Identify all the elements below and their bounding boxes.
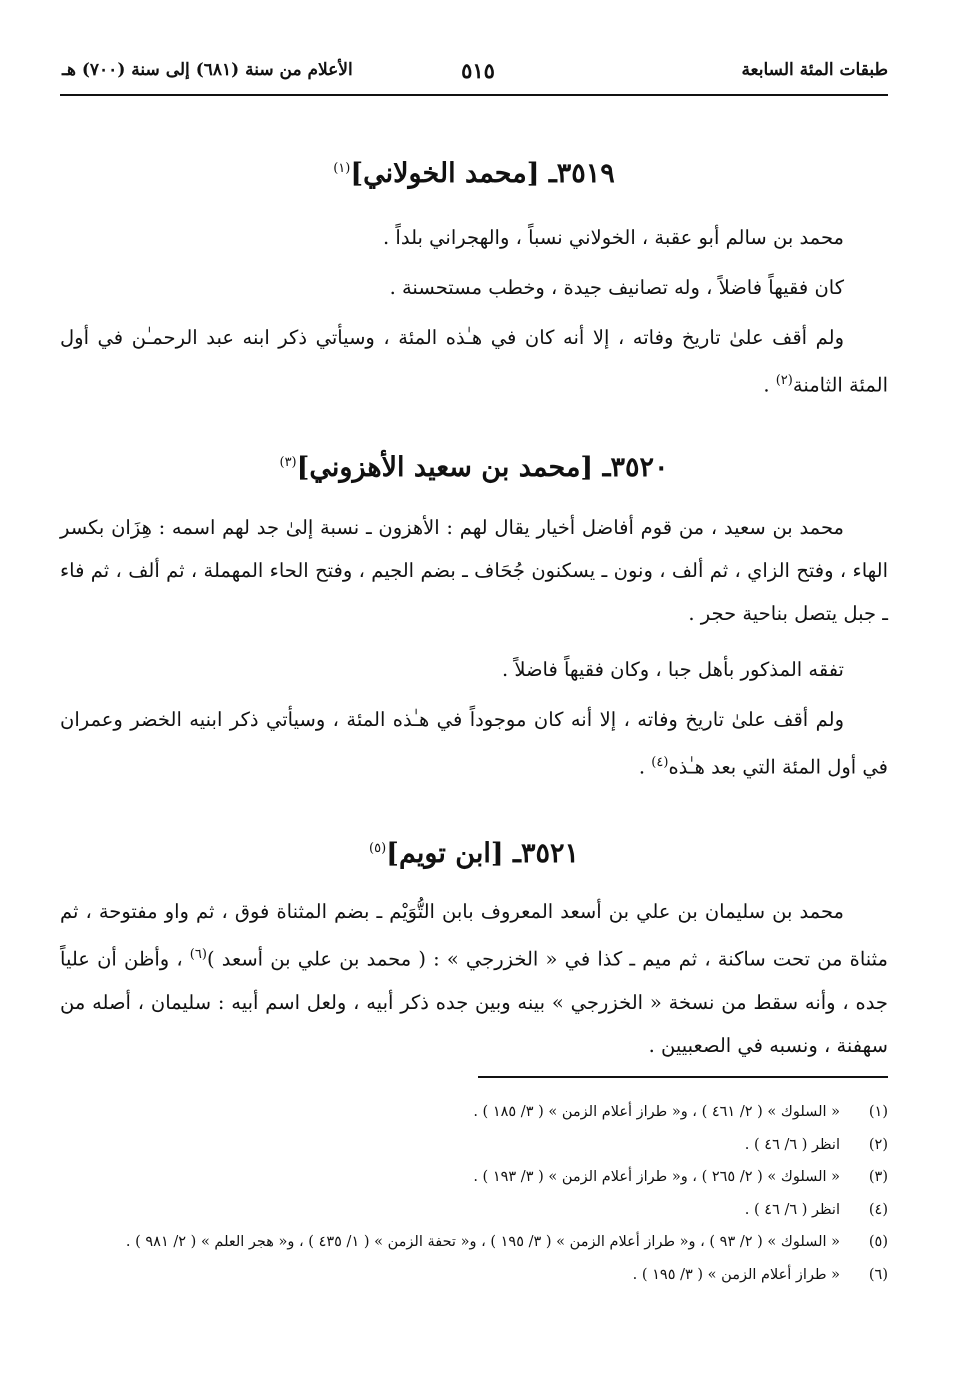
footnote-text: انظر ( ٦/ ٤٦ ) . [744, 1136, 840, 1153]
footnote-divider [478, 1076, 888, 1078]
running-header-range: الأعلام من سنة (٦٨١) إلى سنة (٧٠٠) هـ [62, 60, 353, 80]
footnote-item [60, 1161, 888, 1194]
paragraph-text: محمد بن سليمان بن علي بن أسعد المعروف بابن التُّوَيْم ـ بضم المثناة فوق ، ثم واو مفتوحة ، ثم مثناة من تحت ساكنة ، ثم ميم ـ كذا في « الخزرجي » : ( محمد بن علي بن أسعد ) [60, 900, 888, 971]
footnote-item [60, 1194, 888, 1227]
entry-3520-paragraph-3 [60, 698, 888, 789]
footnotes [60, 1096, 888, 1291]
footnote-marker: (١) [333, 161, 351, 176]
footnote-text: « السلوك » ( ٢/ ٤٦١ ) ، و« طراز أعلام الزمن » ( ٣/ ١٨٥ ) . [473, 1104, 840, 1120]
paragraph-tail: . [638, 755, 652, 779]
footnote-text: « السلوك » ( ٢/ ٩٣ ) ، و« طراز أعلام الزمن » ( ٣/ ١٩٥ ) ، و« تحفة الزمن » ( ١/ ٤٣٥ ) ، و« هجر العلم » ( ٢/ ٩٨١ ) . [125, 1234, 840, 1250]
paragraph-tail: ، وأظن أن علياً جده ، وأنه سقط من نسخة « الخزرجي » بينه وبين جده ذكر أبيه ، ولعل اسم أبيه : سليمان ، أصله من سهفنة ، ونسبه في الصعبيين . [60, 947, 888, 1057]
footnote-number: (٥) [868, 1234, 888, 1250]
footnote-marker: (٤) [651, 755, 669, 770]
entry-3520-paragraph-1: محمد بن سعيد ، من قوم أفاضل أخيار يقال لهم : الأهزون ـ نسبة إلىٰ جد لهم اسمه : هِزَان بكسر الهاء ، وفتح الزاي ، ثم ألف ، ونون ـ يسكنون جُحَاف ـ بضم الجيم ، وفتح الحاء المهملة ، ثم ألف ، ثم فاء ـ جبل يتصل بناحية حجر . [60, 516, 888, 625]
entry-3521-paragraph-1 [60, 890, 888, 1067]
paragraph-text: ولم أقف علىٰ تاريخ وفاته ، إلا أنه كان في هـٰذه المئة ، وسيأتي ذكر ابنه عبد الرحمـٰن في أول المئة الثامنة [60, 326, 888, 397]
paragraph-tail: . [763, 373, 776, 397]
footnote-text: انظر ( ٦/ ٤٦ ) . [744, 1201, 840, 1218]
footnote-text: « السلوك » ( ٢/ ٢٦٥ ) ، و« طراز أعلام الزمن » ( ٣/ ١٩٣ ) . [473, 1169, 840, 1185]
footnote-number: (٢) [868, 1136, 888, 1153]
footnote-marker: (٥) [369, 841, 387, 856]
entry-title-text: ٣٥٢٠ـ [محمد بن سعيد الأهزوني] [296, 452, 669, 483]
footnote-item [60, 1129, 888, 1162]
entry-3519-paragraph-2: كان فقيهاً فاضلاً ، وله تصانيف جيدة ، وخطب مستحسنة . [389, 276, 844, 299]
footnote-number: (٤) [868, 1201, 888, 1218]
footnote-text: « طراز أعلام الزمن » ( ٣/ ١٩٥ ) . [632, 1266, 840, 1283]
running-header-section: طبقات المئة السابعة [741, 60, 888, 80]
entry-title-3519 [60, 158, 888, 189]
entry-3519-paragraph-3 [60, 316, 888, 407]
footnote-number: (١) [868, 1104, 888, 1120]
footnote-number: (٣) [868, 1169, 888, 1185]
entry-3519-paragraph-1: محمد بن سالم أبو عقبة ، الخولاني نسباً ، والهجراني بلداً . [383, 226, 844, 249]
footnote-marker: (٢) [775, 373, 793, 388]
footnote-number: (٦) [868, 1266, 888, 1283]
page-number: ٥١٥ [461, 58, 495, 83]
footnote-marker: (٦) [189, 947, 207, 962]
footnote-marker: (٣) [279, 455, 297, 470]
paragraph-text: ولم أقف علىٰ تاريخ وفاته ، إلا أنه كان موجوداً في هـٰذه المئة ، وسيأتي ذكر ابنيه الخضر وعمران في أول المئة التي بعد هـٰذه [60, 708, 888, 779]
entry-3520-paragraph-2: تفقه المذكور بأهل جبا ، وكان فقيهاً فاضلاً . [501, 658, 844, 681]
footnote-item [60, 1096, 888, 1129]
footnote-item [60, 1226, 888, 1259]
footnote-item [60, 1259, 888, 1292]
entry-title-text: ٣٥١٩ـ [محمد الخولاني] [350, 158, 615, 189]
header-divider [60, 94, 888, 96]
entry-title-text: ٣٥٢١ـ [ابن تويم] [386, 838, 579, 869]
entry-title-3520 [60, 452, 888, 483]
entry-title-3521 [60, 838, 888, 869]
